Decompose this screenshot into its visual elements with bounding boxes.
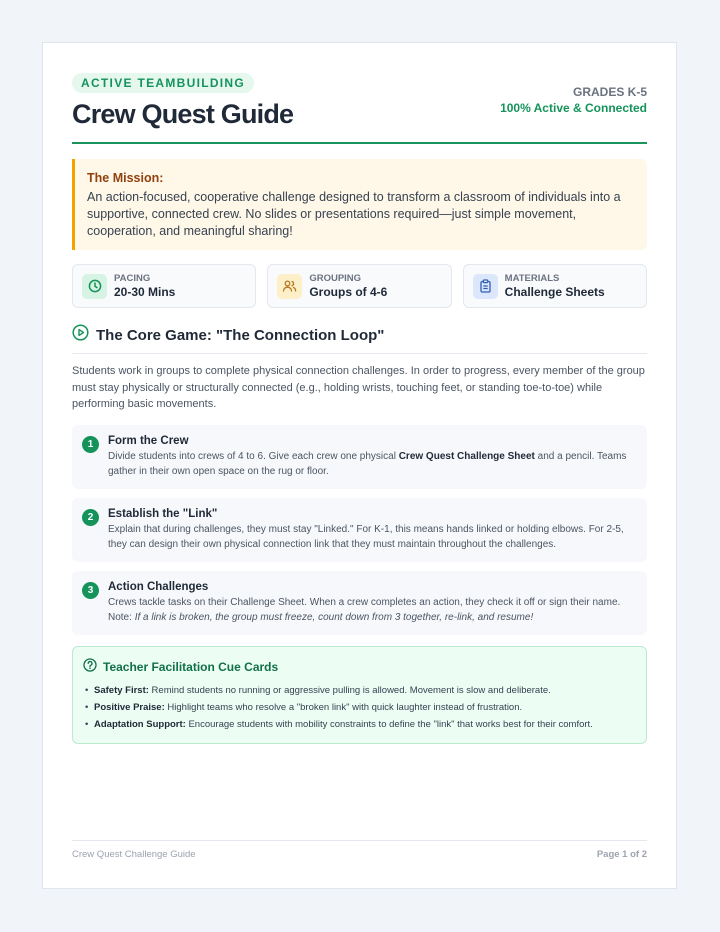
footer-doc-title: Crew Quest Challenge Guide xyxy=(72,849,196,860)
stat-value: Groups of 4-6 xyxy=(309,285,388,299)
guide-page xyxy=(42,42,677,889)
clipboard-icon xyxy=(473,274,498,299)
page-number: Page 1 of 2 xyxy=(596,849,647,860)
category-badge: ACTIVE TEAMBUILDING xyxy=(72,73,254,93)
list-item: • Adaptation Support: Encourage students with mobility constraints to define the "link" that works best for their comfort. xyxy=(85,716,636,733)
step-title: Establish the "Link" xyxy=(108,507,218,520)
stat-card-materials xyxy=(463,264,647,308)
cue-cards-header xyxy=(83,658,636,677)
mission-callout xyxy=(72,159,647,250)
step-note: If a link is broken, the group must freeze, count down from 3 together, re-link, and resume! xyxy=(134,611,534,623)
stat-label: MATERIALS xyxy=(504,273,560,284)
step-number: 2 xyxy=(82,509,99,526)
header-meta xyxy=(500,73,647,115)
stat-value: 20-30 Mins xyxy=(114,285,176,299)
step-card xyxy=(72,425,647,489)
help-circle-icon xyxy=(83,658,97,677)
header-divider xyxy=(72,142,647,144)
step-title: Action Challenges xyxy=(108,580,209,593)
page-footer xyxy=(72,840,647,860)
play-circle-icon xyxy=(72,324,89,346)
mission-text: An action-focused, cooperative challenge designed to transform a classroom of individuals into a supportive, connected crew. No slides or presentations required—just simple movement, cooperation, and meaningful sharing! xyxy=(87,190,621,238)
stat-card-grouping xyxy=(267,264,451,308)
step-description: Explain that during challenges, they must stay "Linked." For K-1, this means hands linked or holding elbows. For 2-5, they can design their own physical connection link that they must maintain throughout the challenges. xyxy=(108,523,624,550)
step-card xyxy=(72,571,647,635)
step-description: Crews tackle tasks on their Challenge Sheet. When a crew completes an action, they check it off or sign their name. Note: If a link is broken, the group must freeze, count down from 3 together, re-link, and resume! xyxy=(108,596,621,623)
section-title: The Core Game: "The Connection Loop" xyxy=(96,326,385,344)
tagline: 100% Active & Connected xyxy=(500,101,647,115)
emphasis-text: Crew Quest Challenge Sheet xyxy=(398,450,535,462)
list-item: • Positive Praise: Highlight teams who resolve a "broken link" with quick laughter instead of frustration. xyxy=(85,699,636,716)
list-item: • Safety First: Remind students no running or aggressive pulling is allowed. Movement is slow and deliberate. xyxy=(85,682,636,699)
users-icon xyxy=(277,274,302,299)
mission-label: The Mission: xyxy=(87,171,164,185)
cue-cards-title: Teacher Facilitation Cue Cards xyxy=(103,660,279,674)
grades-label: GRADES K-5 xyxy=(572,85,647,99)
stat-card-pacing xyxy=(72,264,256,308)
stat-value: Challenge Sheets xyxy=(504,285,605,299)
step-number: 1 xyxy=(82,436,99,453)
step-title: Form the Crew xyxy=(108,434,189,447)
step-description: Divide students into crews of 4 to 6. Give each crew one physical Crew Quest Challenge Sheet and a pencil. Teams gather in their own open space on the rug or floor. xyxy=(108,450,627,477)
page-title: Crew Quest Guide xyxy=(72,99,294,129)
step-number: 3 xyxy=(82,582,99,599)
page-header xyxy=(72,73,647,130)
cue-cards-box xyxy=(72,646,647,744)
step-card xyxy=(72,498,647,562)
stat-label: GROUPING xyxy=(309,273,362,284)
stat-label: PACING xyxy=(114,273,151,284)
cue-list xyxy=(83,682,636,733)
stats-row xyxy=(72,264,647,308)
clock-icon xyxy=(82,274,107,299)
section-intro: Students work in groups to complete physical connection challenges. In order to progress, every member of the group must stay physically or structurally connected (e.g., holding wrists, touching feet, or standing toe-to-toe) while performing basic movements. xyxy=(72,365,645,410)
section-heading xyxy=(72,324,647,354)
